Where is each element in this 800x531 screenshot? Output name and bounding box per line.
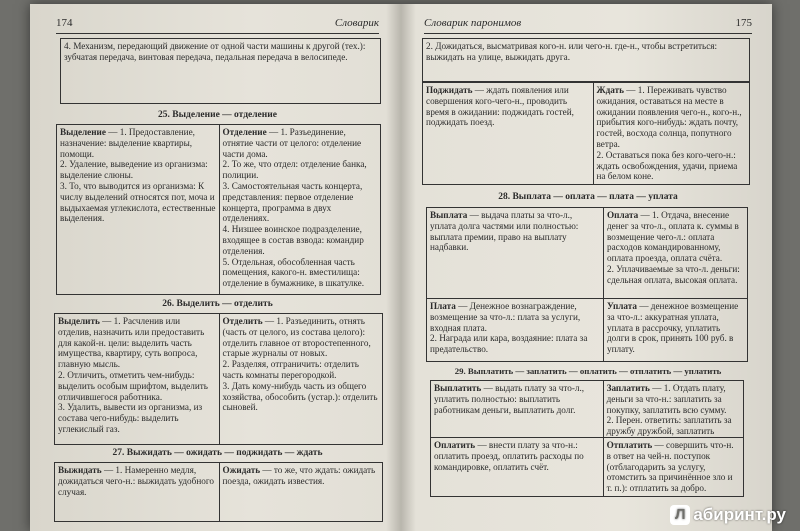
section28-row1-col1-term: Выплата (430, 210, 468, 220)
section27-col2 (219, 463, 383, 521)
section29-row1-col1 (431, 381, 603, 437)
section28-row2-col1-text: — Денежное вознаграждение, возмещение за что-л.: плата за услуги, входная плата. 2. Награда или кара, воздаяние: плата за предательство. (430, 301, 588, 355)
right-running-title: Словарик паронимов (424, 17, 522, 29)
wait-col1 (423, 83, 593, 184)
section28-row1 (426, 207, 748, 299)
wait-col2-text: — 1. Переживать чувство ожидания, оставаться на месте в ожидании появления чего-н., кого-н., прибытия кого-нибудь: ждать почту, гостей, восхода солнца, попутного ветра. 2. Оставаться пока без кого-чего-н.: ждать освобождения, удачи, приема на белом коне. (596, 85, 742, 182)
left-top-table (60, 38, 381, 104)
right-page-number: 175 (735, 17, 752, 29)
section28-row1-col2-text: — 1. Отдача, внесение денег за что-л., оплата к. суммы в возмещение чего-л.: оплата расходов командированному, оплата проезда, оплата счёта. 2. Уплачиваемые за что-л. деньги: сдельная оплата, высокая оплата. (607, 210, 740, 285)
section25-col2-term: Отделение (222, 127, 267, 137)
section28-row2-col1 (427, 299, 603, 361)
section27-table (54, 462, 383, 522)
section25-table (56, 124, 381, 295)
left-top-cell (61, 39, 380, 103)
section28-row2-col2-term: Уплата (607, 301, 638, 311)
left-page (50, 4, 385, 531)
section27-heading: 27. Выжидать — ожидать — поджидать — ждать (112, 448, 323, 458)
section29-heading: 29. Выплатить — заплатить — оплатить — отплатить — уплатить (454, 366, 722, 376)
right-running-head (424, 18, 752, 32)
section25-col2-text: — 1. Разъединение, отнятие части от целого: отделение части дома. 2. То же, что отдел: отделение банка, полиции. 3. Самостоятельная часть концерта, представления: первое отделение концерта, программа в двух отделениях. 4. Низшее воинское подразделение, входящее в состав взвода: командир отделения. 5. Отдельная, обособленная часть помещения, какого-н. вместилища: отделение в бумажнике, в шкатулке. (222, 127, 367, 289)
section29-row1-col1-term: Выплатить (434, 383, 482, 393)
section28-row1-col2 (603, 208, 747, 298)
section29-row1-col2-text: — 1. Отдать плату, деньги за что-н.: заплатить за покупку, заплатить всю сумму. 2. Перен. ответить: заплатить за дружбу дружбой, заплатить (606, 383, 732, 437)
section25-heading: 25. Выделение — отделение (158, 110, 277, 120)
section25-col1 (57, 125, 219, 294)
section29-row2-col2-term: Отплатить (606, 440, 653, 450)
section28-row2-col2-text: — денежное возмещение за что-л.: аккуратная уплата, уплата в рассрочку, уплатить долги в срок, принять 100 руб. в уплату. (607, 301, 739, 355)
right-top-text: 2. Дожидаться, высматривая кого-н. или чего-н. где-н., чтобы встретиться: выжидать на улице, выжидать друга. (426, 41, 718, 62)
section29-row1-col1-text: — выдать плату за что-л., уплатить полностью: выплатить работникам деньги, выплатить долг. (434, 383, 585, 415)
section26-col2 (219, 314, 383, 444)
section27-col1-term: Выжидать (58, 465, 102, 475)
section26-col2-text: — 1. Разъединить, отнять (часть от целого, из состава целого): отделить главное от второстепенного, старые журналы от новых. 2. Разделяя, отграничить: отделить часть комнаты перегородкой. 3. Дать кому-нибудь часть из общего хозяйства, обособить (устар.): отделить сыновей. (222, 316, 378, 413)
section27-col1 (55, 463, 219, 521)
section29-row2-col2 (603, 438, 743, 496)
section26-table (54, 313, 383, 445)
section27-col1-text: — 1. Намеренно медля, дожидаться чего-н.: выжидать удобного случая. (58, 465, 214, 497)
right-top-cell (423, 39, 749, 81)
section26-col1 (55, 314, 219, 444)
section27-col2-term: Ожидать (222, 465, 261, 475)
section26-col1-term: Выделить (58, 316, 100, 326)
section28-heading: 28. Выплата — оплата — плата — уплата (498, 192, 678, 202)
section28-row1-col2-term: Оплата (607, 210, 639, 220)
section28-row2-col1-term: Плата (430, 301, 456, 311)
section28-row2-col2 (603, 299, 747, 361)
right-page (418, 4, 758, 531)
section29-row1 (430, 380, 744, 438)
section26-col1-text: — 1. Расчленив или отделив, назначить или предоставить для какой-н. цели: выделить часть имущества, квартиру, суть вопроса, главную мысль. 2. Отличить, отметить чем-нибудь: выделить особым шрифтом, выделить отличившегося работника. 3. Удалить, вывести из организма, из состава чего-нибудь: выделить углекислый газ. (58, 316, 208, 434)
wait-table (422, 82, 750, 185)
section28-row1-col1 (427, 208, 603, 298)
section26-col2-term: Отделить (222, 316, 263, 326)
section25-col1-term: Выделение (60, 127, 106, 137)
section25-col2 (219, 125, 381, 294)
left-head-rule (56, 33, 379, 34)
section29-row2-col2-text: — совершить что-н. в ответ на чей-н. поступок (отблагодарить за услугу, отомстить за причинённое зло и т. п.): отплатить за добро. (606, 440, 734, 494)
wait-col2-term: Ждать (596, 85, 624, 95)
section29-row1-col2-term: Заплатить (606, 383, 650, 393)
left-running-title: Словарик (334, 17, 379, 29)
section29-row2-col1-term: Оплатить (434, 440, 476, 450)
wait-col1-text: — ждать появления или совершения кого-чего-н., проводить время в ожидании: поджидать гостей, поджидать поезд. (426, 85, 574, 128)
labirint-logo-icon: Л (670, 505, 690, 525)
right-head-rule (424, 33, 752, 34)
section29-row1-col2 (603, 381, 743, 437)
section27-col2-text: — то же, что ждать: ожидать поезда, ожидать известия. (222, 465, 376, 486)
right-top-table (422, 38, 750, 82)
section26-heading: 26. Выделить — отделить (162, 299, 273, 309)
labirint-watermark (670, 505, 786, 525)
left-page-number: 174 (56, 17, 73, 29)
wait-col2 (593, 83, 749, 184)
wait-col1-term: Поджидать (426, 85, 473, 95)
left-top-text: 4. Механизм, передающий движение от одной части машины к другой (тех.): зубчатая передача, винтовая передача, педальная передача в велосипеде. (64, 41, 366, 62)
left-running-head (56, 18, 379, 32)
section28-row2 (426, 298, 748, 362)
watermark-text: абиринт.ру (693, 505, 786, 524)
section29-row2-col1-text: — внести плату за что-н.: оплатить проезд, оплатить расходы по командировке, оплатить счёт. (434, 440, 584, 472)
section25-col1-text: — 1. Предоставление, назначение: выделение квартиры, помощи. 2. Удаление, выведение из организма: выделение слюны. 3. То, что выводится из организма: К числу выделений относятся пот, моча и выдыхаемая углекислота, естественные выделения. (60, 127, 216, 224)
section29-row2-col1 (431, 438, 603, 496)
section28-row1-col1-text: — выдача платы за что-л., уплата долга частями или полностью: выплата премии, право на выплату надбавки. (430, 210, 579, 253)
section29-row2 (430, 437, 744, 497)
book-spread (30, 4, 772, 531)
